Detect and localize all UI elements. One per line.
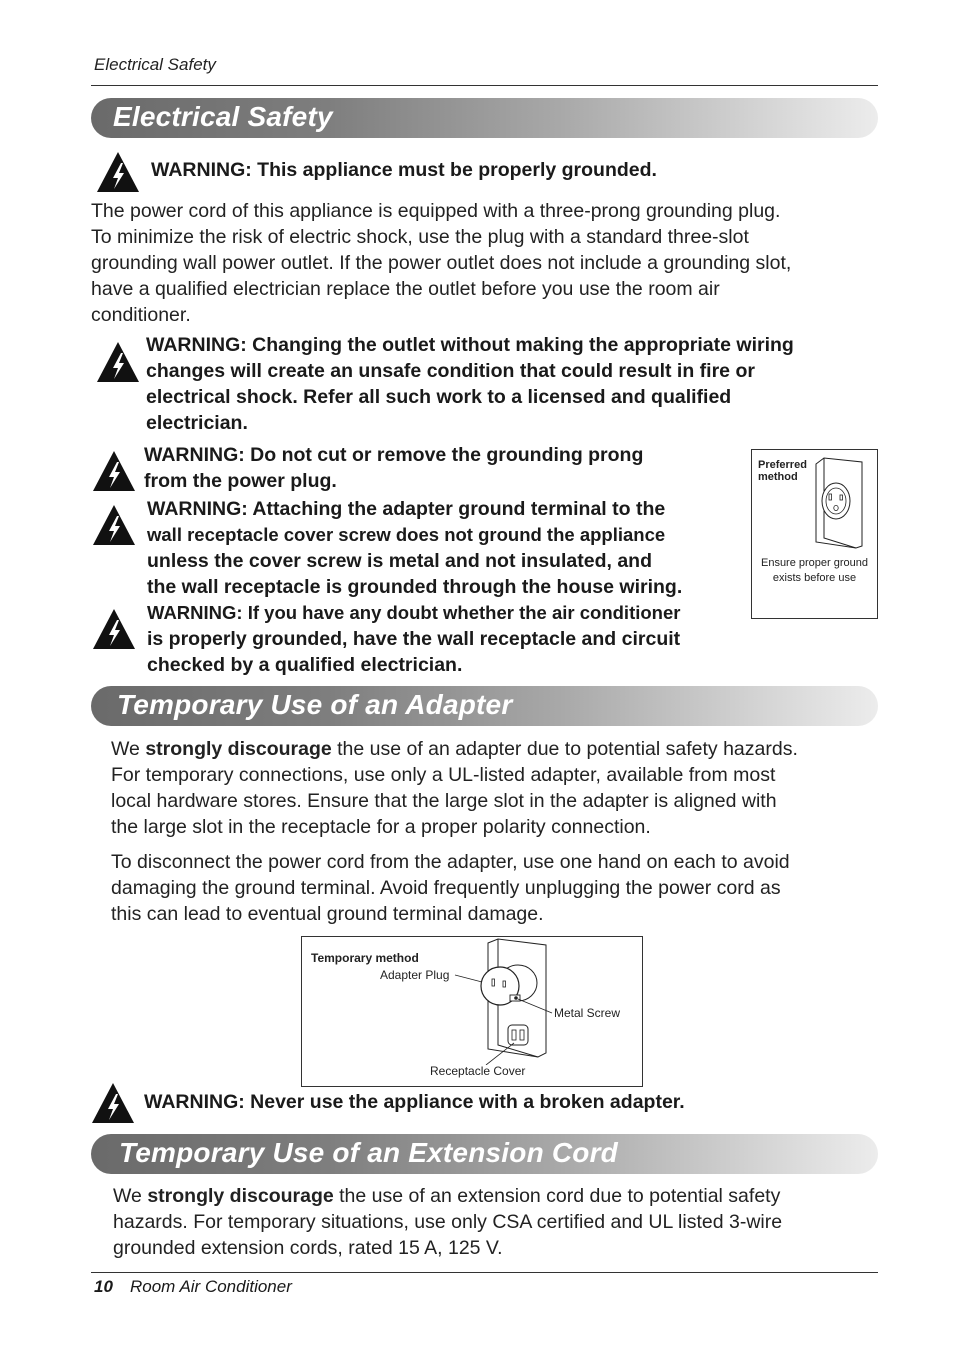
header-rule (91, 85, 878, 86)
warning-grounding-prong (144, 442, 643, 494)
warning-line: unless the cover screw is metal and not insulated, and (147, 550, 652, 572)
warning-high-voltage-icon (92, 504, 136, 546)
paragraph-line: hazards. For temporary situations, use only CSA certified and UL listed 3-wire (113, 1211, 783, 1233)
warning-high-voltage-icon (96, 151, 140, 193)
paragraph-line: have a qualified electrician replace the outlet before you use the room air (91, 278, 720, 300)
warning-line: WARNING: Do not cut or remove the grounding prong (144, 444, 644, 466)
warning-line: electrician. (146, 412, 248, 434)
warning-doubt-grounded (147, 600, 680, 678)
text-rest: the use of an extension cord due to potential safety (333, 1185, 781, 1207)
emphasis: strongly discourage (145, 738, 332, 760)
warning-line: from the power plug. (144, 470, 337, 492)
paragraph-line: The power cord of this appliance is equipped with a three-prong grounding plug. (91, 200, 781, 222)
section-title: Temporary Use of an Adapter (117, 689, 513, 720)
grounded-outlet-illustration (812, 456, 866, 550)
figure-title: Temporary method (311, 951, 419, 965)
paragraph-line: To disconnect the power cord from the adapter, use one hand on each to avoid (111, 851, 790, 873)
warning-high-voltage-icon (92, 608, 136, 650)
warning-line: WARNING: Attaching the adapter ground terminal to the (147, 498, 666, 520)
paragraph-line: the large slot in the receptacle for a proper polarity connection. (111, 816, 651, 838)
grounding-paragraph (91, 198, 791, 328)
text-prefix: We (113, 1185, 148, 1207)
section-banner-extension-cord (91, 1134, 878, 1174)
warning-line: checked by a qualified electrician. (147, 654, 463, 676)
warning-high-voltage-icon (96, 341, 140, 383)
extension-paragraph (113, 1183, 782, 1261)
section-banner-adapter (91, 686, 878, 726)
paragraph-line: this can lead to eventual ground terminal damage. (111, 903, 544, 925)
emphasis: strongly discourage (147, 1185, 334, 1207)
warning-line: is properly grounded, have the wall receptacle and circuit (147, 628, 681, 650)
warning-line: the wall receptacle is grounded through the house wiring. (147, 576, 683, 598)
warning-line: electrical shock. Refer all such work to a licensed and qualified (146, 386, 732, 408)
paragraph-line (113, 1183, 782, 1209)
footer-title: Room Air Conditioner (130, 1277, 292, 1296)
paragraph-line: For temporary connections, use only a UL-listed adapter, available from most (111, 764, 776, 786)
section-title: Temporary Use of an Extension Cord (119, 1137, 618, 1168)
preferred-method-figure (751, 449, 878, 619)
temporary-method-figure (301, 936, 643, 1087)
paragraph-line: local hardware stores. Ensure that the large slot in the adapter is aligned with (111, 790, 777, 812)
warning-line: wall receptacle cover screw does not ground the appliance (147, 524, 666, 545)
warning-line: WARNING: If you have any doubt whether the air conditioner (147, 602, 681, 623)
receptacle-cover-label: Receptacle Cover (430, 1064, 526, 1078)
adapter-outlet-illustration (442, 937, 572, 1065)
figure-label: Preferred method (758, 459, 807, 483)
paragraph-line: To minimize the risk of electric shock, use the plug with a standard three-slot (91, 226, 749, 248)
section-title: Electrical Safety (113, 101, 333, 132)
adapter-paragraph-1 (111, 736, 798, 840)
text-rest: the use of an adapter due to potential safety hazards. (331, 738, 798, 760)
warning-broken-adapter: WARNING: Never use the appliance with a broken adapter. (144, 1091, 685, 1113)
adapter-plug-label: Adapter Plug (380, 968, 450, 982)
running-head: Electrical Safety (94, 55, 216, 74)
warning-line: WARNING: Changing the outlet without making the appropriate wiring (146, 334, 794, 356)
metal-screw-label: Metal Screw (554, 1006, 621, 1020)
warning-adapter-ground-terminal (147, 496, 682, 600)
paragraph-line: grounded extension cords, rated 15 A, 125 V. (113, 1237, 503, 1259)
paragraph-line: conditioner. (91, 304, 191, 326)
paragraph-line: grounding wall power outlet. If the power outlet does not include a grounding slot, (91, 252, 792, 274)
figure-caption: exists before use (772, 572, 857, 584)
text-prefix: We (111, 738, 146, 760)
paragraph-line (111, 736, 798, 762)
warning-high-voltage-icon (91, 1082, 135, 1124)
warning-high-voltage-icon (92, 450, 136, 492)
page-number: 10 (94, 1277, 113, 1296)
figure-caption: Ensure proper ground (760, 557, 868, 569)
warning-line: changes will create an unsafe condition that could result in fire or (146, 360, 755, 382)
warning-outlet-wiring (146, 332, 794, 436)
footer-rule (91, 1272, 878, 1273)
adapter-paragraph-2 (111, 849, 790, 927)
warning-grounded: WARNING: This appliance must be properly grounded. (151, 159, 657, 181)
paragraph-line: damaging the ground terminal. Avoid frequently unplugging the power cord as (111, 877, 781, 899)
section-banner-electrical-safety (91, 98, 878, 138)
